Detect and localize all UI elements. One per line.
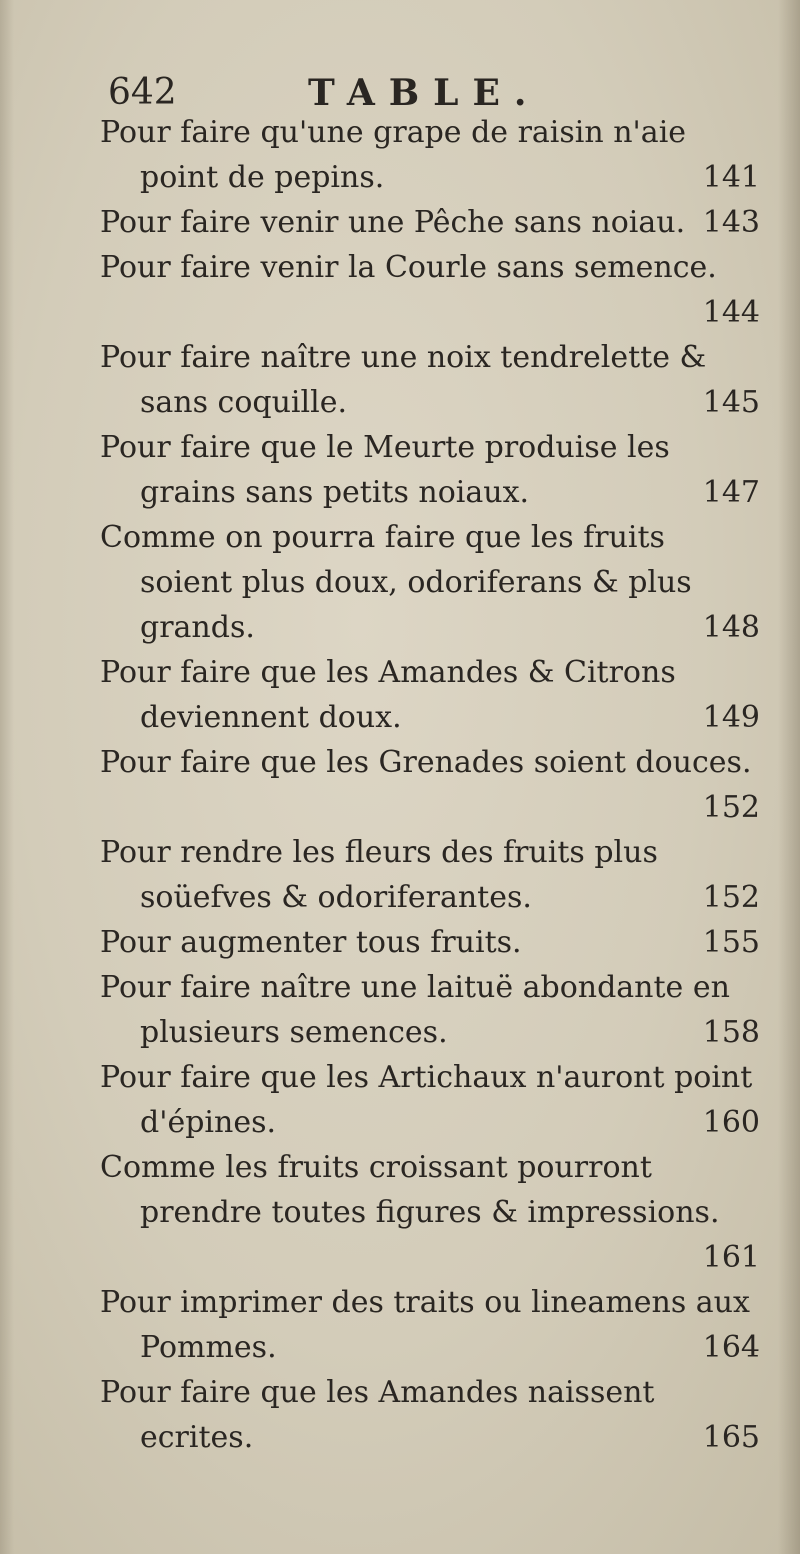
running-title: TABLE. (308, 72, 541, 114)
toc-entry (100, 335, 760, 425)
toc-entry (100, 1370, 760, 1460)
toc-entry-text: Pour faire naître une laituë abondante en plusieurs semences. (100, 970, 730, 1050)
toc-entry-page: 158 (702, 1015, 760, 1050)
toc-entry-page: 165 (702, 1420, 760, 1455)
toc-entry (100, 650, 760, 740)
toc-entry (100, 110, 760, 200)
toc-entry-text: Pour faire qu'une grape de raisin n'aie point de pepins. (100, 115, 687, 195)
toc-entry (100, 740, 760, 830)
toc-entry (100, 830, 760, 920)
page-fold-shadow (778, 0, 800, 1554)
toc-entry-page: 164 (702, 1330, 760, 1365)
toc-entry-text: Pour augmenter tous fruits. (100, 925, 522, 960)
toc-entry-text: Pour faire que les Artichaux n'auront point d'épines. (100, 1060, 753, 1140)
toc-entry-text: Pour faire que le Meurte produise les grains sans petits noiaux. (100, 430, 670, 510)
toc-entry-text: Pour faire naître une noix tendrelette & sans coquille. (100, 340, 707, 420)
toc-entry-page: 144 (702, 295, 760, 330)
toc-entry-page: 161 (702, 1240, 760, 1275)
toc-entry-page: 160 (702, 1105, 760, 1140)
toc-entry-page: 145 (702, 385, 760, 420)
toc-entry (100, 200, 760, 245)
toc-entry-page: 155 (702, 925, 760, 960)
toc-entry (100, 965, 760, 1055)
toc-entry (100, 425, 760, 515)
toc-entry-page: 143 (702, 205, 760, 240)
toc-entry-text: Pour faire venir une Pêche sans noiau. (100, 205, 686, 240)
toc-entry-text: Pour faire que les Amandes naissent ecrites. (100, 1375, 655, 1455)
toc-entry-page: 149 (702, 700, 760, 735)
toc-entry-page: 148 (702, 610, 760, 645)
toc-entry (100, 920, 760, 965)
toc-entry-text: Pour faire que les Grenades soient douces. (100, 745, 752, 780)
toc-entry (100, 1280, 760, 1370)
toc-entry-page: 147 (702, 475, 760, 510)
page-number: 642 (108, 72, 177, 113)
toc-entry-page: 141 (702, 160, 760, 195)
toc-entry-text: Pour rendre les fleurs des fruits plus soüefves & odoriferantes. (100, 835, 658, 915)
table-of-contents (100, 110, 760, 1460)
toc-entry-text: Pour faire que les Amandes & Citrons deviennent doux. (100, 655, 676, 735)
toc-entry-text: Comme on pourra faire que les fruits soient plus doux, odoriferans & plus grands. (100, 520, 692, 645)
toc-entry (100, 515, 760, 650)
toc-entry (100, 1055, 760, 1145)
toc-entry-text: Comme les fruits croissant pourront prendre toutes figures & impressions. (100, 1150, 720, 1230)
toc-entry (100, 1145, 760, 1280)
toc-entry-text: Pour faire venir la Courle sans semence. (100, 250, 717, 285)
page-edge-shadow (0, 0, 14, 1554)
toc-entry-text: Pour imprimer des traits ou lineamens aux Pommes. (100, 1285, 750, 1365)
toc-entry (100, 245, 760, 335)
toc-entry-page: 152 (702, 880, 760, 915)
toc-entry-page: 152 (702, 790, 760, 825)
